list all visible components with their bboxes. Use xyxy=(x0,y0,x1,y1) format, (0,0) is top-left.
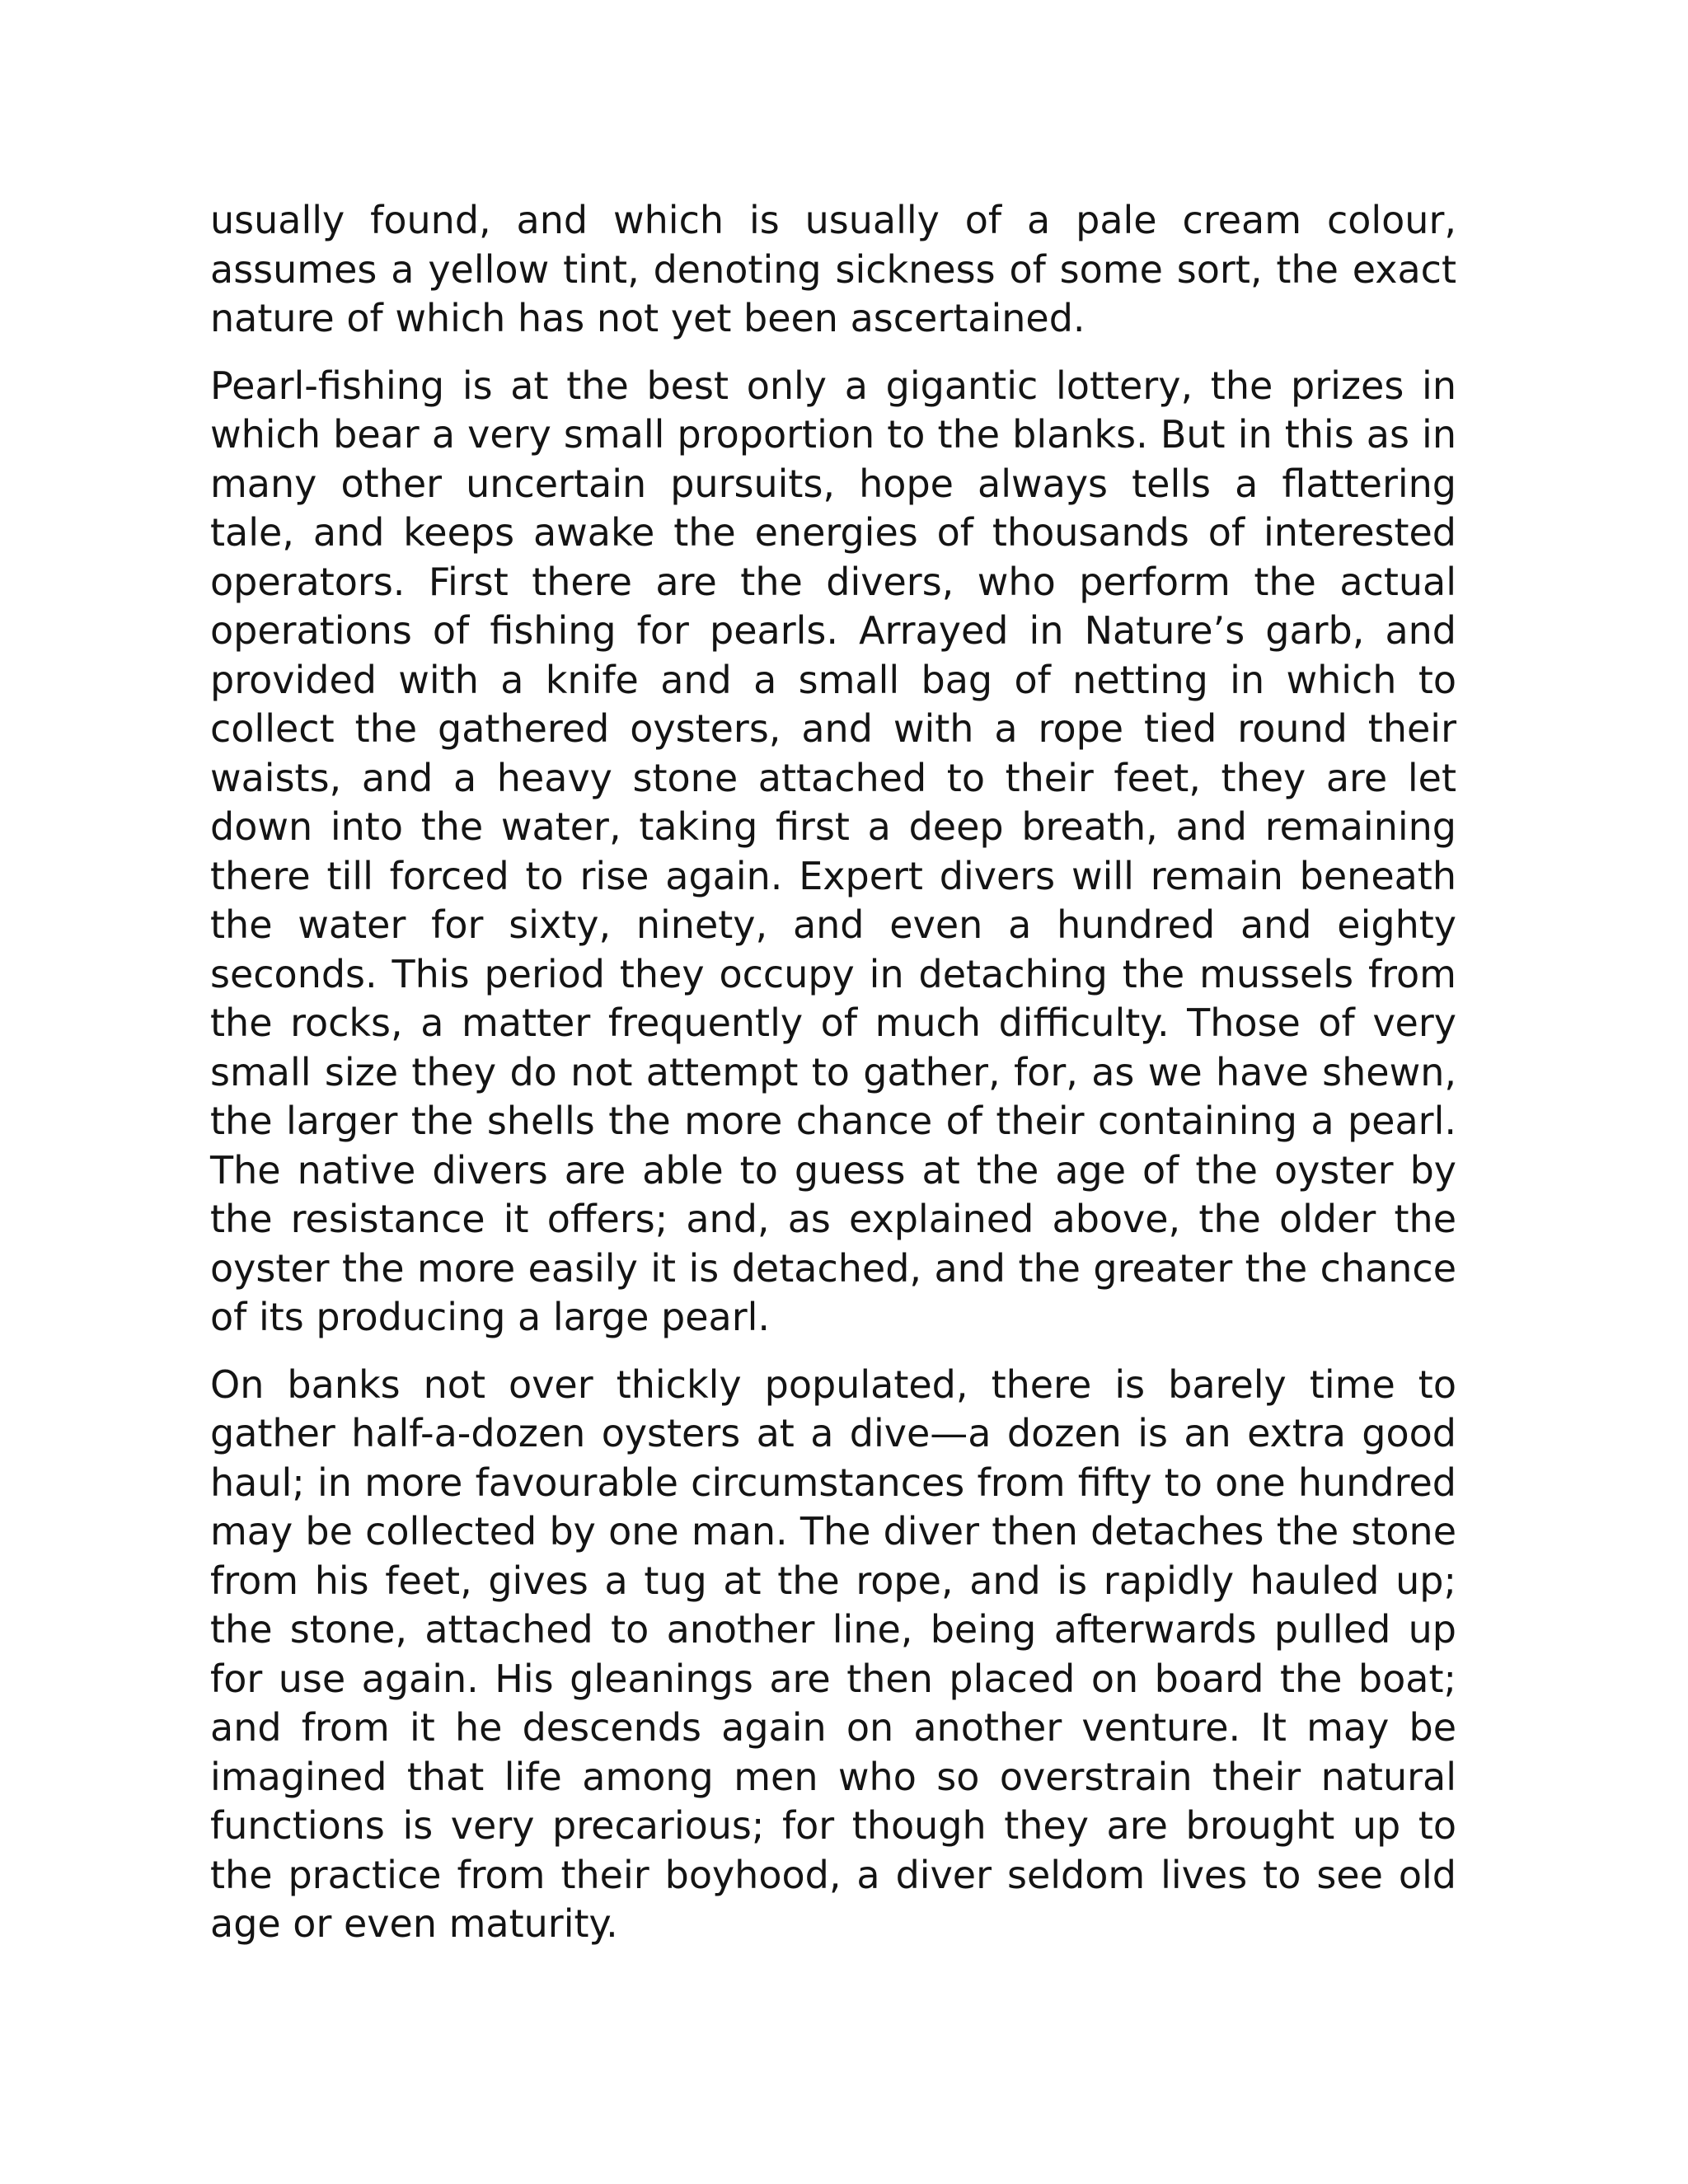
paragraph-3: On banks not over thickly populated, there is barely time to gather half-a-dozen oysters at a dive—a dozen is an extra good haul; in more favourable circumstances from fifty to one hundred may be collected by one man. The diver then detaches the stone from his feet, gives a tug at the rope, and is rapidly hauled up; the stone, attached to another line, being afterwards pulled up for use again. His gleanings are then placed on board the boat; and from it he descends again on another venture. It may be imagined that life among men who so overstrain their natural functions is very precarious; for though they are brought up to the practice from their boyhood, a diver seldom lives to see old age or even maturity. xyxy=(210,1361,1456,1946)
body-text xyxy=(210,196,1456,1949)
paragraph-2: Pearl-fishing is at the best only a gigantic lottery, the prizes in which bear a very small proportion to the blanks. But in this as in many other uncertain pursuits, hope always tells a flattering tale, and keeps awake the energies of thousands of interested operators. First there are the divers, who perform the actual operations of fishing for pearls. Arrayed in Nature’s garb, and provided with a knife and a small bag of netting in which to collect the gathered oysters, and with a rope tied round their waists, and a heavy stone attached to their feet, they are let down into the water, taking first a deep breath, and remaining there till forced to rise again. Expert divers will remain beneath the water for sixty, ninety, and even a hundred and eighty seconds. This period they occupy in detaching the mussels from the rocks, a matter frequently of much difficulty. Those of very small size they do not attempt to gather, for, as we have shewn, the larger the shells the more chance of their containing a pearl. The native divers are able to guess at the age of the oyster by the resistance it offers; and, as explained above, the older the oyster the more easily it is detached, and the greater the chance of its producing a large pearl. xyxy=(210,363,1456,1339)
paragraph-1: usually found, and which is usually of a pale cream colour, assumes a yellow tint, denoting sickness of some sort, the exact nature of which has not yet been ascertained. xyxy=(210,198,1456,340)
